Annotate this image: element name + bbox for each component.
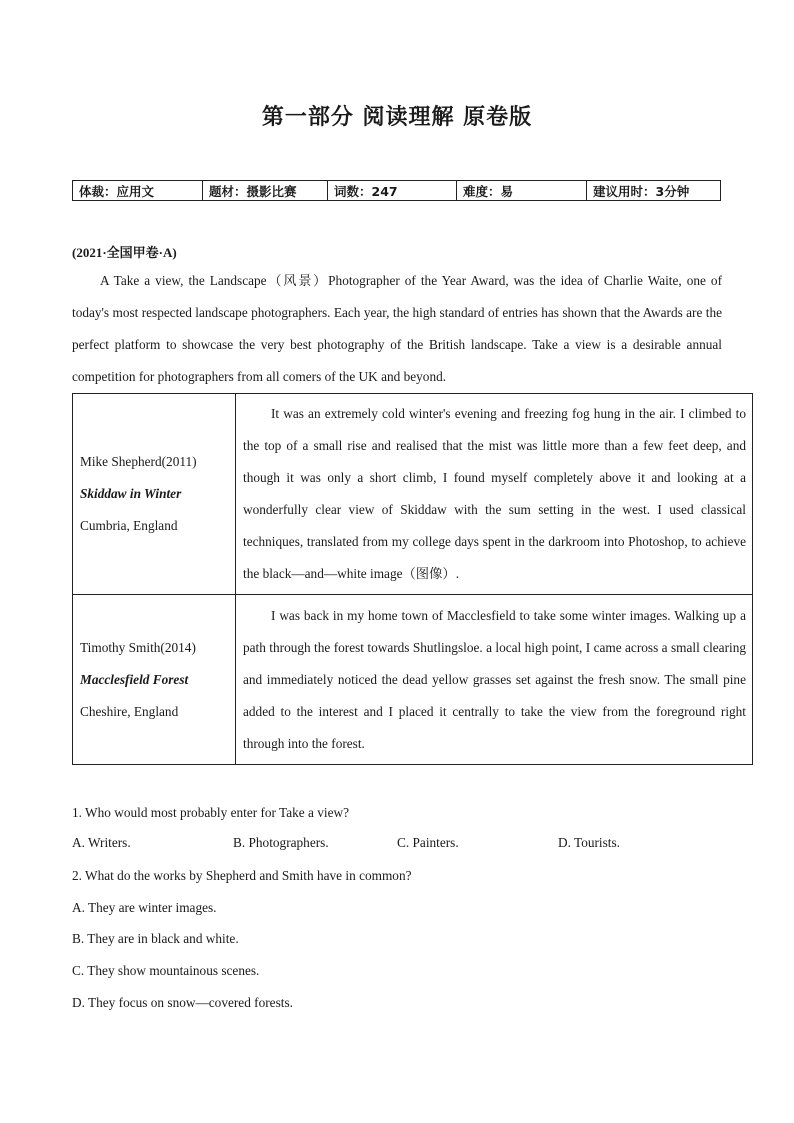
intro-paragraph: A Take a view, the Landscape（风景）Photographer of the Year Award, was the idea of Charlie Waite, one of today's most respected landscape photographers. Each year, the high standard of entries has shown that the Awards are the perfect platform to showcase the very best photography of the British landscape. Take a view is a desirable annual competition for photographers from all comers of the UK and beyond.: [72, 273, 722, 384]
page-title: 第一部分 阅读理解 原卷版: [261, 105, 533, 130]
info-word-count: 词数：247: [328, 181, 457, 201]
q1-option-d: D. Tourists.: [558, 835, 620, 850]
photo-location: Cheshire, England: [80, 703, 179, 719]
q2-option-a: A. They are winter images.: [72, 900, 217, 915]
entry-description: It was an extremely cold winter's evening and freezing fog hung in the air. I climbed to the top of a small rise and realised that the mist was little more than a few feet deep, and though it was only a short climb, I found myself completely above it and looking at a wonderfully clear view of Skiddaw with the sum setting in the west. I used classical techniques, translated from my college days spent in the darkroom into Photoshop, to achieve the black—and—white image（图像）.: [236, 394, 753, 595]
work-title: Macclesfield Forest: [80, 671, 189, 687]
entry-description: I was back in my home town of Macclesfield to take some winter images. Walking up a path through the forest towards Shutlingsloe. a local high point, I came across a small clearing and immediately noticed the dead yellow grasses set against the fresh snow. The small pine added to the interest and I placed it centrally to take the view from the foreground right through into the forest.: [236, 595, 753, 765]
source-label: (2021·全国甲卷·A): [72, 245, 177, 260]
question-1: 1. Who would most probably enter for Take a view?: [72, 805, 350, 820]
photo-location: Cumbria, England: [80, 518, 178, 533]
entry-row: [73, 595, 753, 765]
entry-row: [73, 394, 753, 595]
photographer-name: Mike Shepherd(2011): [80, 454, 197, 469]
info-suggested-time: 建议用时：3分钟: [587, 181, 721, 201]
info-topic: 题材：摄影比赛: [203, 181, 328, 201]
entries-table: [72, 393, 753, 765]
q2-option-b: B. They are in black and white.: [72, 931, 239, 946]
work-title: Skiddaw in Winter: [80, 486, 182, 501]
info-genre: 体裁：应用文: [73, 181, 203, 201]
info-difficulty: 难度：易: [457, 181, 587, 201]
q2-option-d: D. They focus on snow—covered forests.: [72, 995, 293, 1010]
entry-credit: [73, 595, 236, 765]
q2-option-c: C. They show mountainous scenes.: [72, 963, 260, 978]
entry-credit: [73, 394, 236, 595]
info-table: [72, 180, 721, 201]
photographer-name: Timothy Smith(2014): [80, 639, 196, 655]
question-2: 2. What do the works by Shepherd and Smith have in common?: [72, 868, 412, 883]
q1-option-a: A. Writers.: [72, 835, 131, 850]
q1-option-c: C. Painters.: [397, 835, 459, 850]
q1-option-b: B. Photographers.: [233, 835, 329, 850]
